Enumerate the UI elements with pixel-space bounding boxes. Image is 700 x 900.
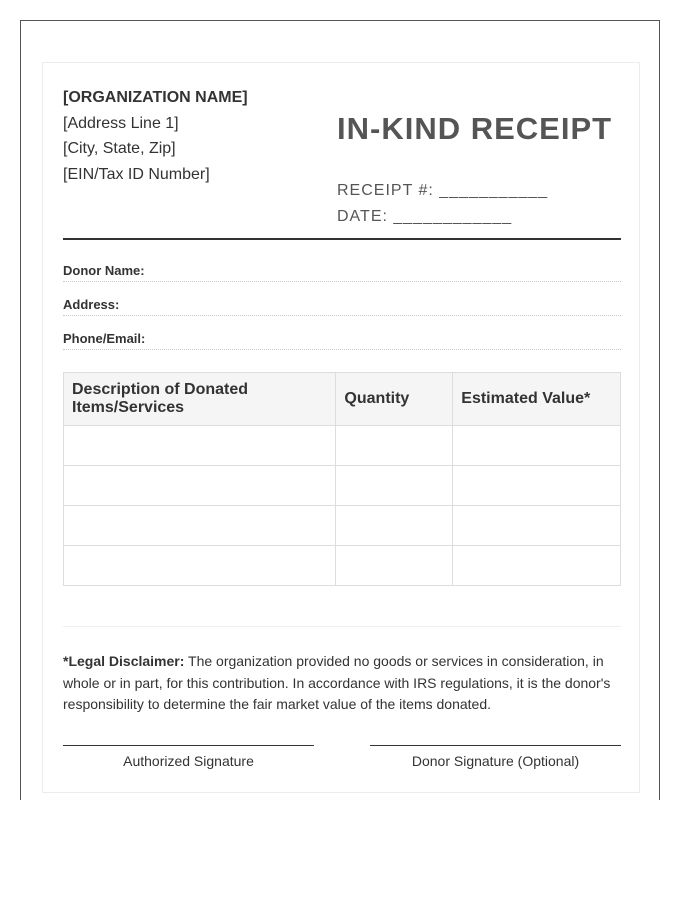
header-quantity: Quantity (336, 373, 453, 426)
authorized-signature-label: Authorized Signature (123, 753, 254, 769)
table-cell-quantity (336, 506, 453, 546)
table-cell-quantity (336, 466, 453, 506)
donated-items-table (63, 372, 621, 586)
table-cell-quantity (336, 426, 453, 466)
donor-contact-label: Phone/Email: (63, 331, 146, 346)
table-cell-description (64, 546, 336, 586)
legal-disclaimer (63, 651, 621, 716)
table-cell-value (453, 426, 621, 466)
header-estimated-value: Estimated Value* (453, 373, 621, 426)
table-cell-description (64, 466, 336, 506)
receipt-date: DATE: ____________ (337, 208, 513, 225)
section-divider (63, 626, 621, 627)
table-cell-value (453, 466, 621, 506)
donor-contact-field (63, 328, 621, 350)
table-row (64, 426, 621, 466)
header-divider (63, 238, 621, 240)
header-description: Description of Donated Items/Services (64, 373, 336, 426)
disclaimer-text: The organization provided no goods or services in consideration, in whole or in part, for this contribution. In accordance with IRS regulations, it is the donor's responsibility to determine the fair market value of the items donated. (63, 653, 611, 712)
table-cell-description (64, 506, 336, 546)
table-row (64, 506, 621, 546)
donor-signature-label: Donor Signature (Optional) (411, 753, 580, 769)
table-row (64, 546, 621, 586)
organization-block (63, 85, 248, 187)
donor-signature-line (370, 745, 621, 769)
organization-name: [ORGANIZATION NAME] (63, 89, 248, 106)
receipt-card (42, 62, 640, 793)
table-cell-quantity (336, 546, 453, 586)
receipt-meta (337, 178, 548, 230)
receipt-number: RECEIPT #: ___________ (337, 182, 549, 199)
table-cell-value (453, 506, 621, 546)
table-row (64, 466, 621, 506)
donor-address-field (63, 294, 621, 316)
organization-address: [Address Line 1] (63, 114, 179, 132)
organization-city-state-zip: [City, State, Zip] (63, 140, 176, 157)
document-page (20, 20, 660, 800)
table-cell-value (453, 546, 621, 586)
authorized-signature-line (63, 745, 314, 769)
table-header-row (64, 373, 621, 426)
receipt-title: IN-KIND RECEIPT (337, 111, 613, 146)
donor-name-label: Donor Name: (63, 263, 145, 278)
table-cell-description (64, 426, 336, 466)
donor-address-label: Address: (63, 297, 120, 312)
disclaimer-label: *Legal Disclaimer: (63, 653, 185, 669)
donor-name-field (63, 260, 621, 282)
organization-ein: [EIN/Tax ID Number] (63, 165, 210, 183)
